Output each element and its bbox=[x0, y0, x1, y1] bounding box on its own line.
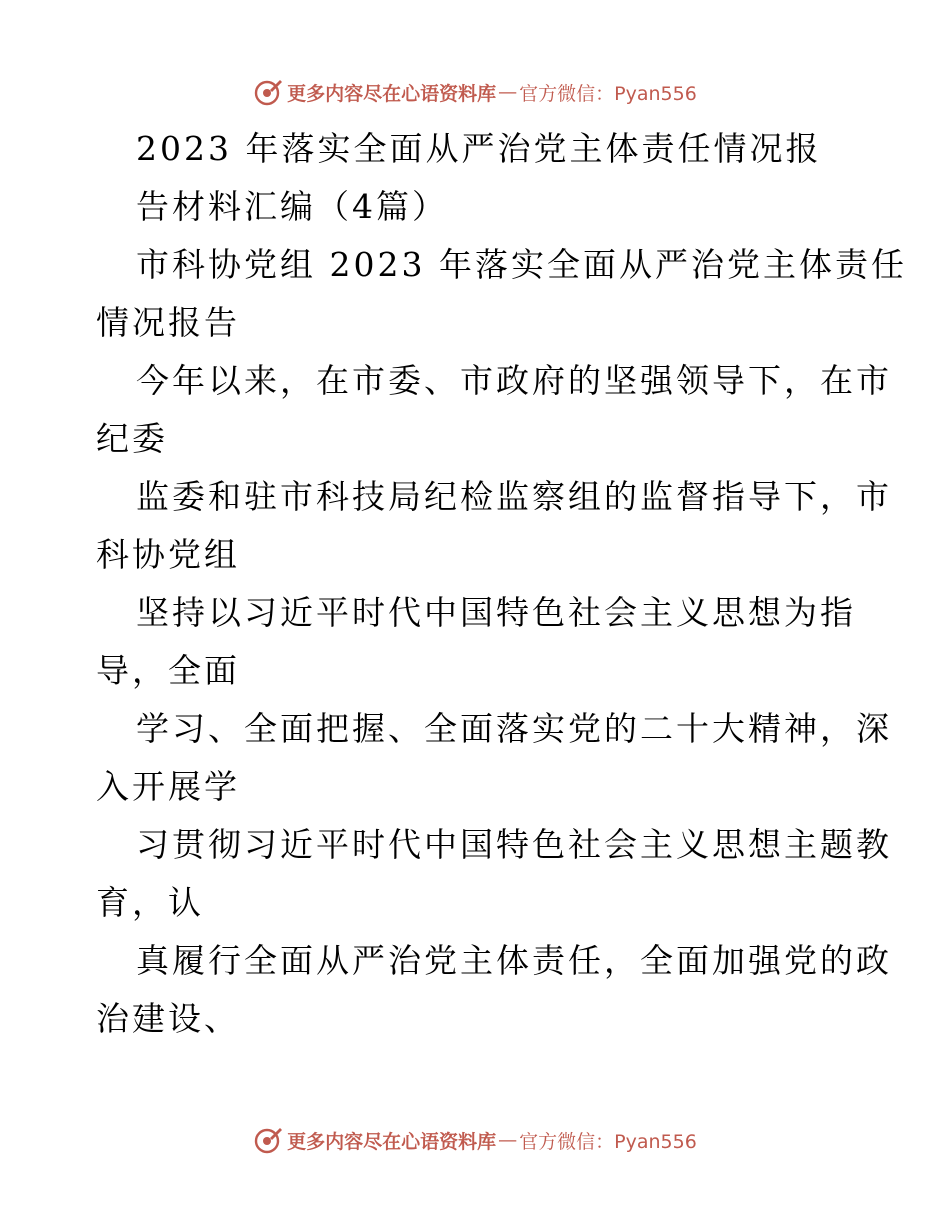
pen-circle-logo-icon bbox=[253, 1125, 283, 1155]
header-banner bbox=[0, 72, 950, 112]
paragraph-line: 入开展学 bbox=[96, 767, 240, 806]
paragraph-line: 导，全面 bbox=[96, 651, 240, 690]
paragraph-line: 育，认 bbox=[96, 883, 204, 922]
footer-banner bbox=[0, 1120, 950, 1160]
section-title-line-1: 市科协党组 2023 年落实全面从严治党主体责任 bbox=[136, 245, 907, 284]
banner-dash: — bbox=[498, 1129, 518, 1151]
paragraph-line: 坚持以习近平时代中国特色社会主义思想为指 bbox=[136, 593, 856, 632]
paragraph-line: 科协党组 bbox=[96, 535, 240, 574]
paragraph-line: 纪委 bbox=[96, 419, 168, 458]
document-title-line-2: 告材料汇编（4篇） bbox=[136, 187, 448, 226]
banner-text: 更多内容尽在心语资料库 bbox=[287, 82, 497, 105]
banner-dash: — bbox=[498, 81, 518, 103]
paragraph-line: 学习、全面把握、全面落实党的二十大精神，深 bbox=[136, 709, 892, 748]
banner-contact: 官方微信：Pyan556 bbox=[519, 82, 697, 105]
paragraph-line: 治建设、 bbox=[96, 999, 240, 1038]
section-title-line-2: 情况报告 bbox=[96, 303, 240, 342]
paragraph-line: 今年以来，在市委、市政府的坚强领导下，在市 bbox=[136, 361, 892, 400]
paragraph-line: 监委和驻市科技局纪检监察组的监督指导下，市 bbox=[136, 477, 892, 516]
document-title-line-1: 2023 年落实全面从严治党主体责任情况报 bbox=[136, 129, 822, 168]
paragraph-line: 习贯彻习近平时代中国特色社会主义思想主题教 bbox=[136, 825, 892, 864]
banner-text: 更多内容尽在心语资料库 bbox=[287, 1130, 497, 1153]
banner-contact: 官方微信：Pyan556 bbox=[519, 1130, 697, 1153]
pen-circle-logo-icon bbox=[253, 77, 283, 107]
paragraph-line: 真履行全面从严治党主体责任，全面加强党的政 bbox=[136, 941, 892, 980]
document-body bbox=[96, 120, 907, 1048]
